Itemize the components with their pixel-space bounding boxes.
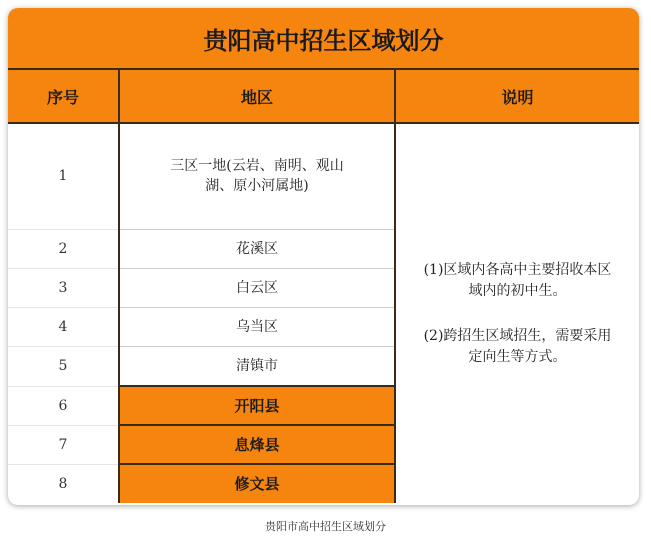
table-title: 贵阳高中招生区域划分 [8,8,639,69]
row-number: 2 [8,229,119,268]
row-region: 清镇市 [119,346,395,386]
row-region: 白云区 [119,268,395,307]
row-region: 修文县 [119,464,395,503]
row-number: 8 [58,475,68,492]
table-row [8,123,639,229]
column-header-region: 地区 [119,69,395,123]
column-header-notes: 说明 [395,69,639,123]
table-card [8,8,639,505]
row-number: 6 [8,386,119,425]
note-item: (1)区域内各高中主要招收本区域内的初中生。 [423,261,612,299]
row-region-text: 三区一地(云岩、南明、观山湖、原小河属地) [170,158,344,195]
row-number: 1 [8,123,119,229]
row-number: 4 [8,307,119,346]
row-number: 5 [8,346,119,386]
row-region [119,123,395,229]
row-region: 开阳县 [119,386,395,425]
notes-cell [395,123,639,503]
row-region: 息烽县 [119,425,395,464]
note-item: (2)跨招生区域招生，需要采用定向生等方式。 [423,327,612,365]
row-number: 3 [8,268,119,307]
row-region: 乌当区 [119,307,395,346]
figure-caption: 贵阳市高中招生区域划分 [265,520,386,533]
row-region: 花溪区 [119,229,395,268]
column-header-number: 序号 [8,69,119,123]
zoning-table [8,8,639,503]
row-number: 7 [8,425,119,464]
